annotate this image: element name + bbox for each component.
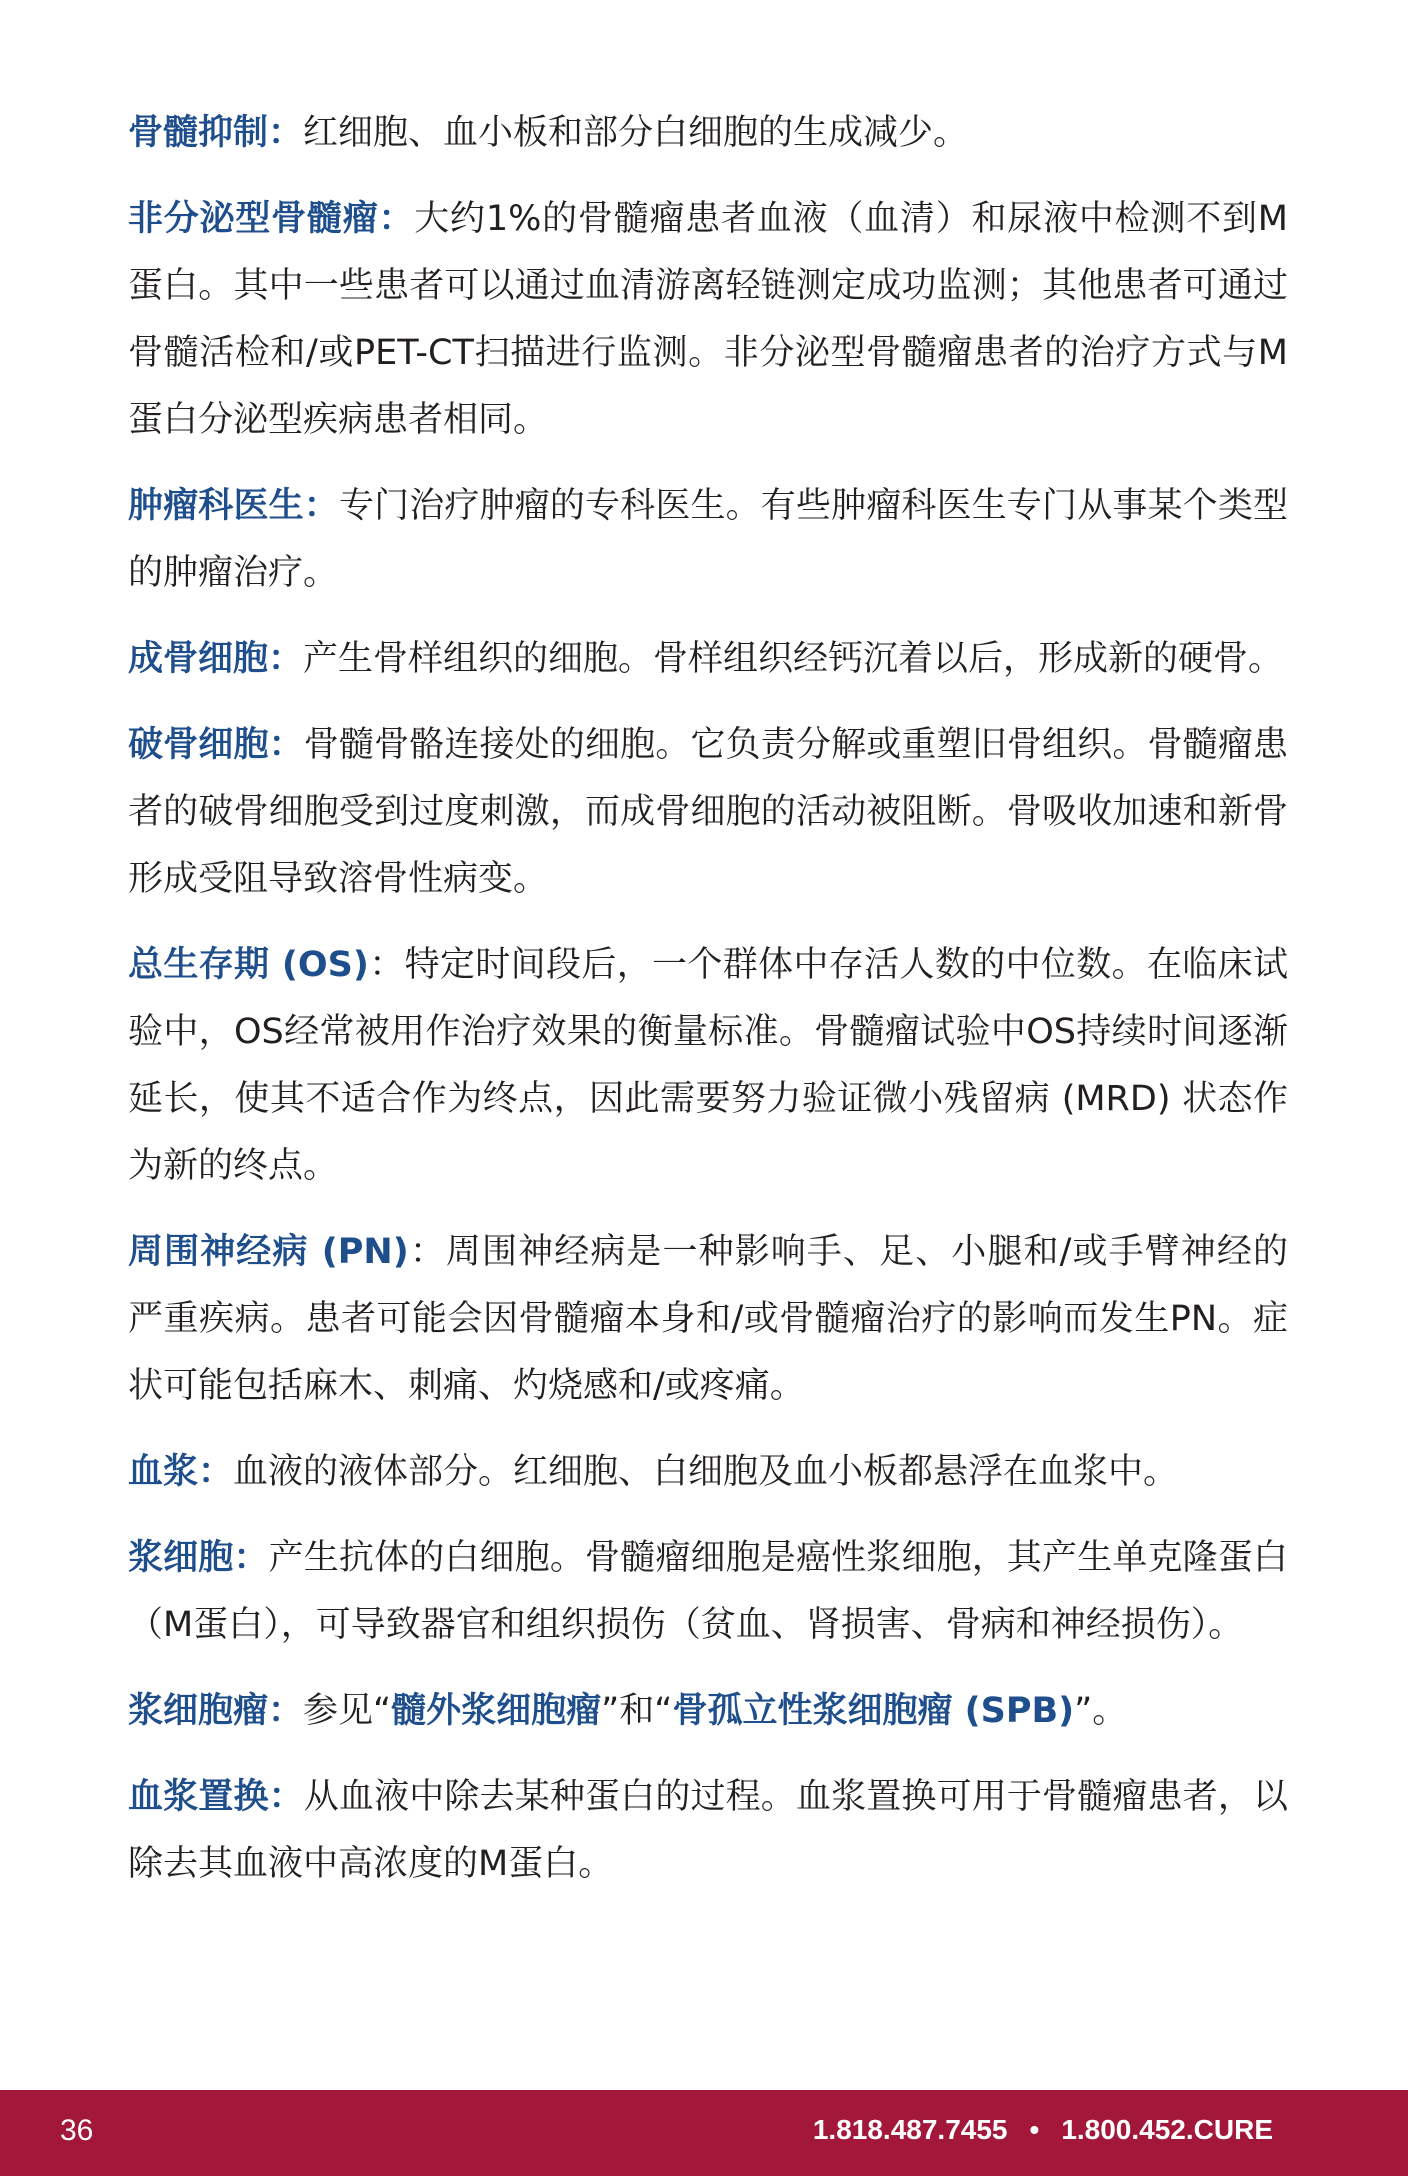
glossary-definition: 大约1%的骨髓瘤患者血液（血清）和尿液中检测不到M蛋白。其中一些患者可以通过血清游离轻链测定成功监测；其他患者可通过骨髓活检和/或PET-CT扫描进行监测。非分泌型骨髓瘤患者的治疗方式与M蛋白分泌型疾病患者相同。 xyxy=(128,199,1288,440)
glossary-entry-plasma-cell xyxy=(128,1525,1288,1659)
cross-reference-extramedullary-plasmacytoma[interactable]: 髓外浆细胞瘤 xyxy=(391,1691,602,1731)
glossary-definition-prefix: 参见“ xyxy=(303,1691,392,1731)
glossary-entry-peripheral-neuropathy xyxy=(128,1219,1288,1420)
glossary-entry-plasmacytoma xyxy=(128,1678,1288,1745)
contact-phones xyxy=(813,2114,1273,2146)
glossary-term: 非分泌型骨髓瘤： xyxy=(128,199,415,239)
bullet-separator: • xyxy=(1029,2114,1040,2145)
glossary-definition: 产生抗体的白细胞。骨髓瘤细胞是癌性浆细胞，其产生单克隆蛋白（M蛋白），可导致器官和组织损伤（贫血、肾损害、骨病和神经损伤）。 xyxy=(128,1538,1288,1645)
glossary-definition: ：周围神经病是一种影响手、足、小腿和/或手臂神经的严重疾病。患者可能会因骨髓瘤本身和/或骨髓瘤治疗的影响而发生PN。症状可能包括麻木、刺痛、灼烧感和/或疼痛。 xyxy=(128,1232,1288,1406)
footer-bar xyxy=(0,2090,1408,2176)
glossary-entry-osteoblast xyxy=(128,626,1288,693)
glossary-entry-osteoclast xyxy=(128,712,1288,913)
glossary-entry-plasma xyxy=(128,1439,1288,1506)
glossary-definition: 红细胞、血小板和部分白细胞的生成减少。 xyxy=(303,113,969,153)
glossary-definition: 从血液中除去某种蛋白的过程。血浆置换可用于骨髓瘤患者，以除去其血液中高浓度的M蛋白。 xyxy=(128,1777,1288,1884)
glossary-term: 浆细胞： xyxy=(128,1538,269,1578)
glossary-definition: 产生骨样组织的细胞。骨样组织经钙沉着以后，形成新的硬骨。 xyxy=(303,639,1284,679)
glossary-term: 周围神经病 (PN) xyxy=(128,1232,409,1272)
glossary-entry-plasmapheresis xyxy=(128,1764,1288,1898)
glossary-term: 总生存期 (OS) xyxy=(128,945,369,985)
glossary-definition: 专门治疗肿瘤的专科医生。有些肿瘤科医生专门从事某个类型的肿瘤治疗。 xyxy=(128,486,1288,593)
glossary-term: 肿瘤科医生： xyxy=(128,486,339,526)
phone-number-secondary[interactable]: 1.800.452.CURE xyxy=(1061,2114,1273,2145)
glossary-term: 血浆： xyxy=(128,1452,234,1492)
page-number: 36 xyxy=(60,2114,94,2147)
glossary-term: 血浆置换： xyxy=(128,1777,304,1817)
glossary-content xyxy=(128,100,1288,1917)
glossary-term: 破骨细胞： xyxy=(128,725,304,765)
glossary-definition: 骨髓骨骼连接处的细胞。它负责分解或重塑旧骨组织。骨髓瘤患者的破骨细胞受到过度刺激，而成骨细胞的活动被阻断。骨吸收加速和新骨形成受阻导致溶骨性病变。 xyxy=(128,725,1288,899)
glossary-definition-suffix: ”。 xyxy=(1074,1691,1128,1731)
glossary-definition: ：特定时间段后，一个群体中存活人数的中位数。在临床试验中，OS经常被用作治疗效果的衡量标准。骨髓瘤试验中OS持续时间逐渐延长，使其不适合作为终点，因此需要努力验证微小残留病 (MRD) 状态作为新的终点。 xyxy=(128,945,1288,1186)
glossary-entry-overall-survival xyxy=(128,932,1288,1200)
glossary-definition: 血液的液体部分。红细胞、白细胞及血小板都悬浮在血浆中。 xyxy=(233,1452,1179,1492)
glossary-entry-oncologist xyxy=(128,473,1288,607)
glossary-term: 浆细胞瘤： xyxy=(128,1691,304,1731)
glossary-term: 成骨细胞： xyxy=(128,639,304,679)
cross-reference-solitary-bone-plasmacytoma[interactable]: 骨孤立性浆细胞瘤 (SPB) xyxy=(672,1691,1075,1731)
glossary-entry-nonsecretory-myeloma xyxy=(128,186,1288,454)
glossary-term: 骨髓抑制： xyxy=(128,113,304,153)
phone-number-primary[interactable]: 1.818.487.7455 xyxy=(812,2114,1008,2145)
glossary-entry-myelosuppression xyxy=(128,100,1288,167)
glossary-definition-middle: ”和“ xyxy=(601,1691,673,1731)
